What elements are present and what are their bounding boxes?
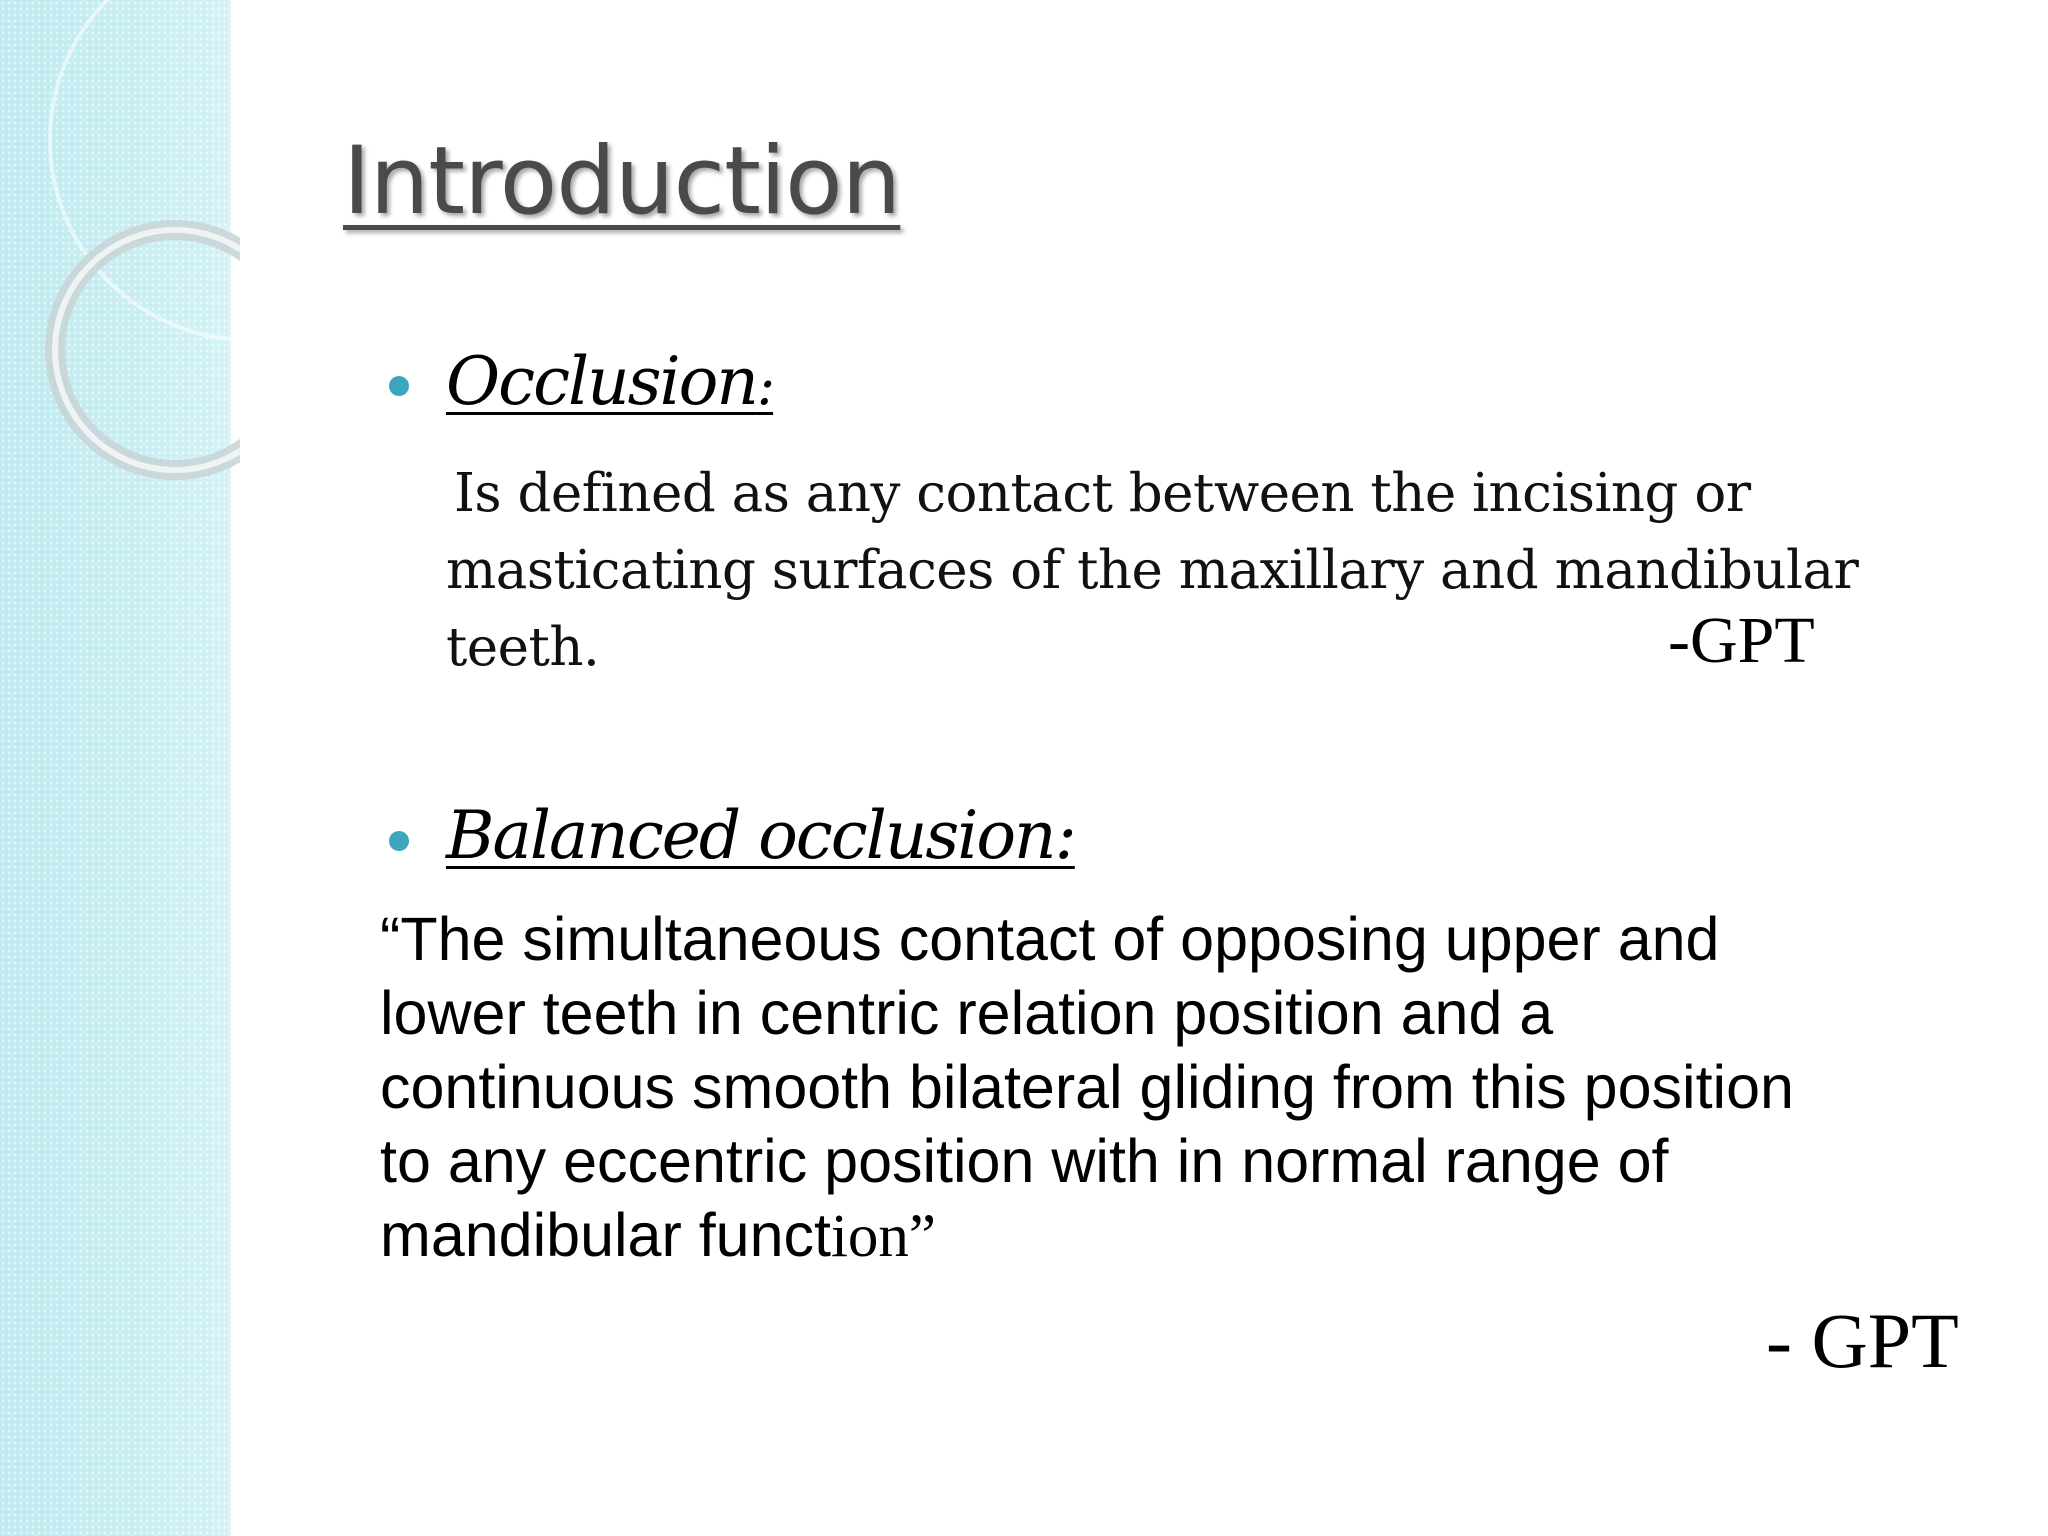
page-title: Introduction	[343, 127, 901, 236]
quote-line: continuous smooth bilateral gliding from this position	[380, 1053, 1794, 1121]
bullet-dot-icon	[389, 376, 409, 396]
balanced-occlusion-quote	[380, 902, 2020, 1274]
occlusion-heading-text: Occlusion	[446, 343, 757, 420]
quote-line: lower teeth in centric relation position and a	[380, 979, 1554, 1047]
decorative-ring-icon	[0, 0, 240, 520]
occlusion-heading-colon: :	[756, 354, 774, 417]
occlusion-heading	[446, 343, 774, 420]
quote-last-sans: mandibular funct	[380, 1201, 831, 1269]
quote-last-serif: ion”	[830, 1203, 937, 1270]
balanced-occlusion-heading: Balanced occlusion:	[446, 797, 1075, 874]
definition-line: teeth.	[446, 617, 600, 678]
definition-line: masticating surfaces of the maxillary and mandibular	[446, 540, 1859, 601]
quote-line: “The simultaneous contact of opposing upper and	[380, 905, 1720, 973]
definition-line: Is defined as any contact between the incising or	[454, 463, 1751, 524]
quote-line: to any eccentric position with in normal range of	[380, 1127, 1669, 1195]
occlusion-attribution: -GPT	[1668, 604, 1815, 677]
balanced-occlusion-attribution: - GPT	[1766, 1297, 1959, 1384]
quote-line-last	[380, 1198, 2020, 1274]
bullet-dot-icon	[389, 831, 409, 851]
